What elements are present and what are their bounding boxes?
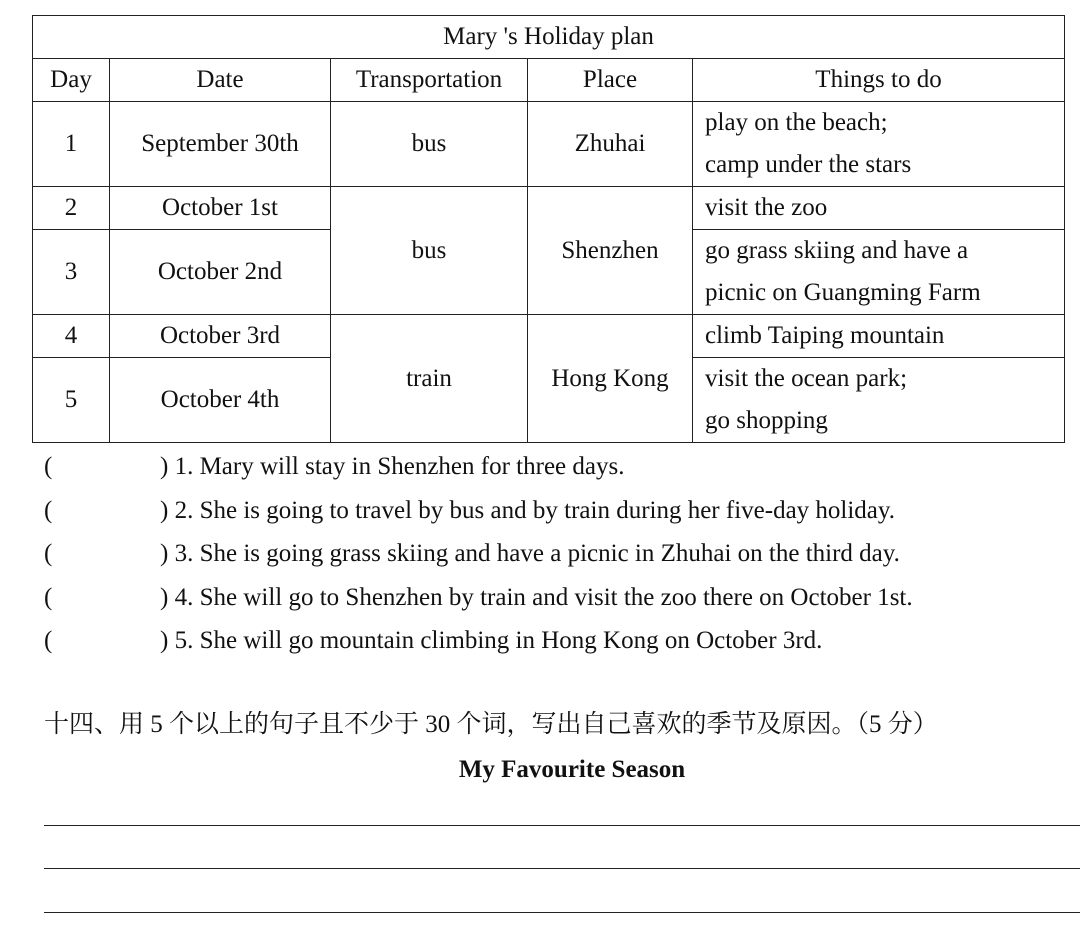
essay-title: My Favourite Season xyxy=(458,756,686,783)
day-cell: 3 xyxy=(33,230,110,315)
writing-line[interactable] xyxy=(44,912,1080,913)
transportation-cell: bus xyxy=(331,102,528,187)
question-text: ) 3. She is going grass skiing and have a picnic in Zhuhai on the third day. xyxy=(160,540,900,567)
holiday-plan-table xyxy=(32,15,1065,443)
things-cell xyxy=(693,358,1065,443)
question-text: ) 1. Mary will stay in Shenzhen for three days. xyxy=(160,453,625,480)
answer-blank[interactable]: ( xyxy=(44,496,53,524)
date-cell: September 30th xyxy=(110,102,331,187)
place-cell: Hong Kong xyxy=(528,315,693,443)
question-item xyxy=(44,445,1080,489)
table-row xyxy=(33,187,1065,230)
true-false-questions xyxy=(44,445,1080,663)
table-row xyxy=(33,315,1065,358)
day-cell: 2 xyxy=(33,187,110,230)
day-cell: 5 xyxy=(33,358,110,443)
date-cell: October 2nd xyxy=(110,230,331,315)
date-cell: October 3rd xyxy=(110,315,331,358)
table-title: Mary 's Holiday plan xyxy=(33,16,1065,59)
section-heading: 十四、用 5 个以上的句子且不少于 30 个词，写出自己喜欢的季节及原因。（5 分） xyxy=(44,711,938,738)
header-date: Date xyxy=(110,59,331,102)
table-title-row xyxy=(33,16,1065,59)
things-line: go grass skiing and have a xyxy=(705,237,969,264)
date-cell: October 4th xyxy=(110,358,331,443)
things-cell xyxy=(693,187,1065,230)
writing-line[interactable] xyxy=(44,825,1080,826)
question-item xyxy=(44,489,1080,533)
transportation-cell: train xyxy=(331,315,528,443)
things-cell xyxy=(693,102,1065,187)
header-day: Day xyxy=(33,59,110,102)
header-place: Place xyxy=(528,59,693,102)
question-text: ) 4. She will go to Shenzhen by train and visit the zoo there on October 1st. xyxy=(160,583,913,611)
things-line: go shopping xyxy=(705,407,828,434)
things-line: camp under the stars xyxy=(705,151,912,178)
things-line: climb Taiping mountain xyxy=(705,322,945,349)
question-text: ) 5. She will go mountain climbing in Hong Kong on October 3rd. xyxy=(160,627,823,654)
transportation-cell: bus xyxy=(331,187,528,315)
date-cell: October 1st xyxy=(110,187,331,230)
question-item xyxy=(44,619,1080,663)
things-line: picnic on Guangming Farm xyxy=(705,279,981,306)
day-cell: 1 xyxy=(33,102,110,187)
question-item xyxy=(44,576,1080,620)
things-cell xyxy=(693,315,1065,358)
header-things-to-do: Things to do xyxy=(693,59,1065,102)
answer-blank[interactable]: ( xyxy=(44,583,53,611)
question-item xyxy=(44,532,1080,576)
place-cell: Shenzhen xyxy=(528,187,693,315)
question-text: ) 2. She is going to travel by bus and by train during her five-day holiday. xyxy=(160,496,896,524)
things-line: visit the zoo xyxy=(705,194,828,221)
table-row xyxy=(33,102,1065,187)
answer-blank[interactable]: ( xyxy=(44,627,53,654)
day-cell: 4 xyxy=(33,315,110,358)
writing-line[interactable] xyxy=(44,868,1080,869)
table-header-row xyxy=(33,59,1065,102)
things-cell xyxy=(693,230,1065,315)
things-line: play on the beach; xyxy=(705,109,888,136)
answer-blank[interactable]: ( xyxy=(44,453,53,480)
things-line: visit the ocean park; xyxy=(705,365,908,392)
place-cell: Zhuhai xyxy=(528,102,693,187)
header-transportation: Transportation xyxy=(331,59,528,102)
answer-blank[interactable]: ( xyxy=(44,540,53,567)
